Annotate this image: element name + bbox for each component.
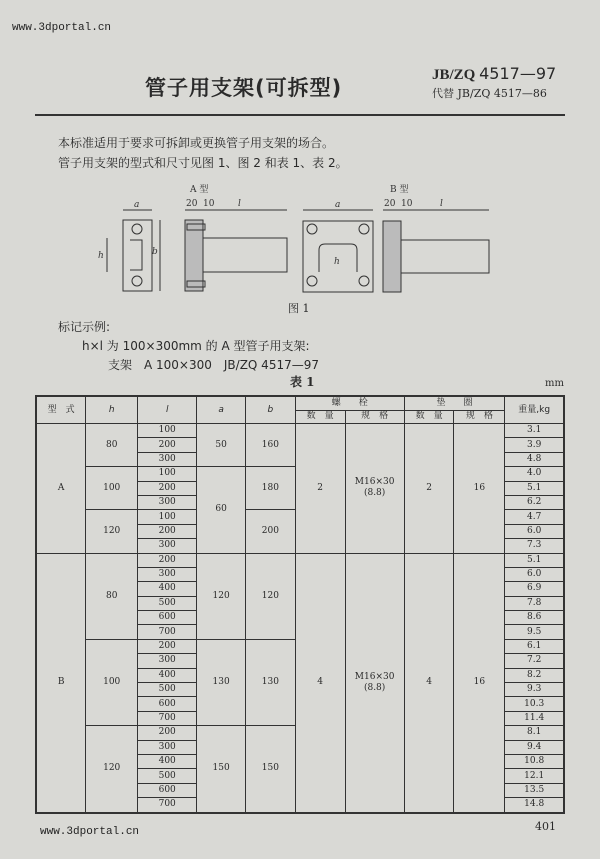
document-title: 管子用支架(可拆型)	[145, 76, 343, 100]
header-rule	[35, 114, 565, 116]
table-caption: 表 1	[290, 375, 315, 389]
type-a-label: A 型	[190, 185, 209, 195]
cell-weight: 8.6	[505, 611, 564, 625]
cell-l: 600	[138, 611, 197, 625]
cell-weight: 4.0	[505, 467, 564, 481]
cell-l: 600	[138, 697, 197, 711]
cell-weight: 6.9	[505, 582, 564, 596]
header-washer-spec: 规 格	[454, 410, 505, 424]
cell-weight: 5.1	[505, 481, 564, 495]
table-body	[36, 424, 564, 813]
cell-l: 200	[138, 481, 197, 495]
cell-b: 200	[246, 510, 296, 553]
cell-l: 300	[138, 740, 197, 754]
cell-weight: 13.5	[505, 783, 564, 797]
cell-l: 300	[138, 452, 197, 466]
cell-weight: 4.8	[505, 452, 564, 466]
cell-h: 100	[86, 467, 138, 510]
cell-l: 300	[138, 495, 197, 509]
cell-weight: 7.8	[505, 596, 564, 610]
cell-l: 200	[138, 726, 197, 740]
cell-h: 80	[86, 553, 138, 639]
type-b-drawing	[303, 183, 489, 292]
table-row	[36, 424, 564, 438]
cell-l: 500	[138, 683, 197, 697]
table-row	[36, 553, 564, 567]
cell-weight: 3.1	[505, 424, 564, 438]
cell-a: 60	[197, 467, 246, 553]
cell-b: 120	[246, 553, 296, 639]
cell-l: 300	[138, 567, 197, 581]
table-unit: mm	[545, 378, 564, 389]
cell-bolt-spec: M16×30 (8.8)	[345, 424, 404, 554]
cell-weight: 7.2	[505, 654, 564, 668]
dim-a-b: a	[335, 200, 341, 210]
cell-weight: 6.2	[505, 495, 564, 509]
intro-line-2: 管子用支架的型式和尺寸见图 1、图 2 和表 1、表 2。	[58, 156, 348, 170]
header-h: h	[86, 396, 138, 424]
dim-20-b: 20	[384, 199, 396, 209]
cell-h: 100	[86, 639, 138, 725]
header-bolt-spec: 规 格	[345, 410, 404, 424]
cell-weight: 11.4	[505, 711, 564, 725]
dim-l: l	[238, 199, 241, 209]
dim-b: b	[152, 247, 158, 257]
cell-a: 50	[197, 424, 246, 467]
cell-type: B	[36, 553, 86, 813]
cell-a: 120	[197, 553, 246, 639]
cell-l: 200	[138, 524, 197, 538]
example-mark: 支架 A 100×300 JB/ZQ 4517—97	[108, 358, 319, 372]
header-b: b	[246, 396, 296, 424]
cell-washer-qty: 4	[404, 553, 454, 813]
cell-bolt-qty: 4	[295, 553, 345, 813]
cell-washer-qty: 2	[404, 424, 454, 554]
dim-10-b: 10	[401, 199, 413, 209]
header-a: a	[197, 396, 246, 424]
example-heading: 标记示例:	[58, 320, 111, 334]
header-weight: 重量,kg	[505, 396, 564, 424]
cell-h: 120	[86, 510, 138, 553]
cell-b: 160	[246, 424, 296, 467]
cell-weight: 5.1	[505, 553, 564, 567]
cell-l: 400	[138, 582, 197, 596]
cell-l: 400	[138, 754, 197, 768]
cell-weight: 4.7	[505, 510, 564, 524]
header-type: 型 式	[36, 396, 86, 424]
cell-l: 200	[138, 639, 197, 653]
cell-l: 700	[138, 711, 197, 725]
cell-weight: 8.2	[505, 668, 564, 682]
replaces-note: 代替 JB/ZQ 4517—86	[432, 87, 547, 100]
cell-h: 80	[86, 424, 138, 467]
watermark-url: www.3dportal.cn	[12, 22, 112, 34]
cell-type: A	[36, 424, 86, 554]
cell-weight: 10.3	[505, 697, 564, 711]
cell-l: 600	[138, 783, 197, 797]
cell-l: 700	[138, 798, 197, 813]
example-description: h×l 为 100×300mm 的 A 型管子用支架:	[82, 339, 310, 353]
cell-l: 700	[138, 625, 197, 639]
dim-h: h	[98, 251, 104, 261]
cell-weight: 9.3	[505, 683, 564, 697]
cell-l: 300	[138, 654, 197, 668]
watermark-url-bottom: www.3dportal.cn	[40, 826, 140, 838]
cell-washer-spec: 16	[454, 424, 505, 554]
cell-b: 180	[246, 467, 296, 510]
cell-l: 400	[138, 668, 197, 682]
cell-l: 500	[138, 769, 197, 783]
figure-1	[90, 180, 510, 300]
cell-bolt-spec: M16×30 (8.8)	[345, 553, 404, 813]
page-number: 401	[535, 820, 556, 833]
standard-number: 4517—97	[479, 64, 557, 83]
cell-l: 100	[138, 467, 197, 481]
cell-bolt-qty: 2	[295, 424, 345, 554]
cell-weight: 8.1	[505, 726, 564, 740]
cell-weight: 6.0	[505, 567, 564, 581]
cell-weight: 6.0	[505, 524, 564, 538]
cell-weight: 7.3	[505, 539, 564, 553]
cell-l: 200	[138, 553, 197, 567]
header-bolt: 螺 栓	[295, 396, 404, 410]
cell-a: 150	[197, 726, 246, 813]
dimensions-table	[35, 395, 565, 814]
cell-l: 100	[138, 424, 197, 438]
cell-h: 120	[86, 726, 138, 813]
header-l: l	[138, 396, 197, 424]
cell-weight: 10.8	[505, 754, 564, 768]
intro-line-1: 本标准适用于要求可拆卸或更换管子用支架的场合。	[58, 136, 335, 150]
cell-weight: 9.4	[505, 740, 564, 754]
cell-weight: 9.5	[505, 625, 564, 639]
dim-l-b: l	[440, 199, 443, 209]
cell-a: 130	[197, 639, 246, 725]
figure-caption: 图 1	[288, 302, 310, 315]
cell-weight: 3.9	[505, 438, 564, 452]
cell-weight: 6.1	[505, 639, 564, 653]
cell-washer-spec: 16	[454, 553, 505, 813]
dim-a: a	[134, 200, 140, 210]
dim-20: 20	[186, 199, 198, 209]
standard-prefix: JB/ZQ	[432, 67, 476, 83]
type-b-label: B 型	[390, 185, 409, 195]
cell-l: 100	[138, 510, 197, 524]
cell-b: 150	[246, 726, 296, 813]
header-bolt-qty: 数 量	[295, 410, 345, 424]
cell-weight: 14.8	[505, 798, 564, 813]
header-washer: 垫 圈	[404, 396, 505, 410]
cell-l: 300	[138, 539, 197, 553]
cell-l: 200	[138, 438, 197, 452]
dim-h-b: h	[334, 257, 340, 267]
type-a-drawing	[98, 183, 287, 291]
cell-weight: 12.1	[505, 769, 564, 783]
cell-l: 500	[138, 596, 197, 610]
standard-code	[432, 64, 556, 84]
cell-b: 130	[246, 639, 296, 725]
dim-10: 10	[203, 199, 215, 209]
header-washer-qty: 数 量	[404, 410, 454, 424]
